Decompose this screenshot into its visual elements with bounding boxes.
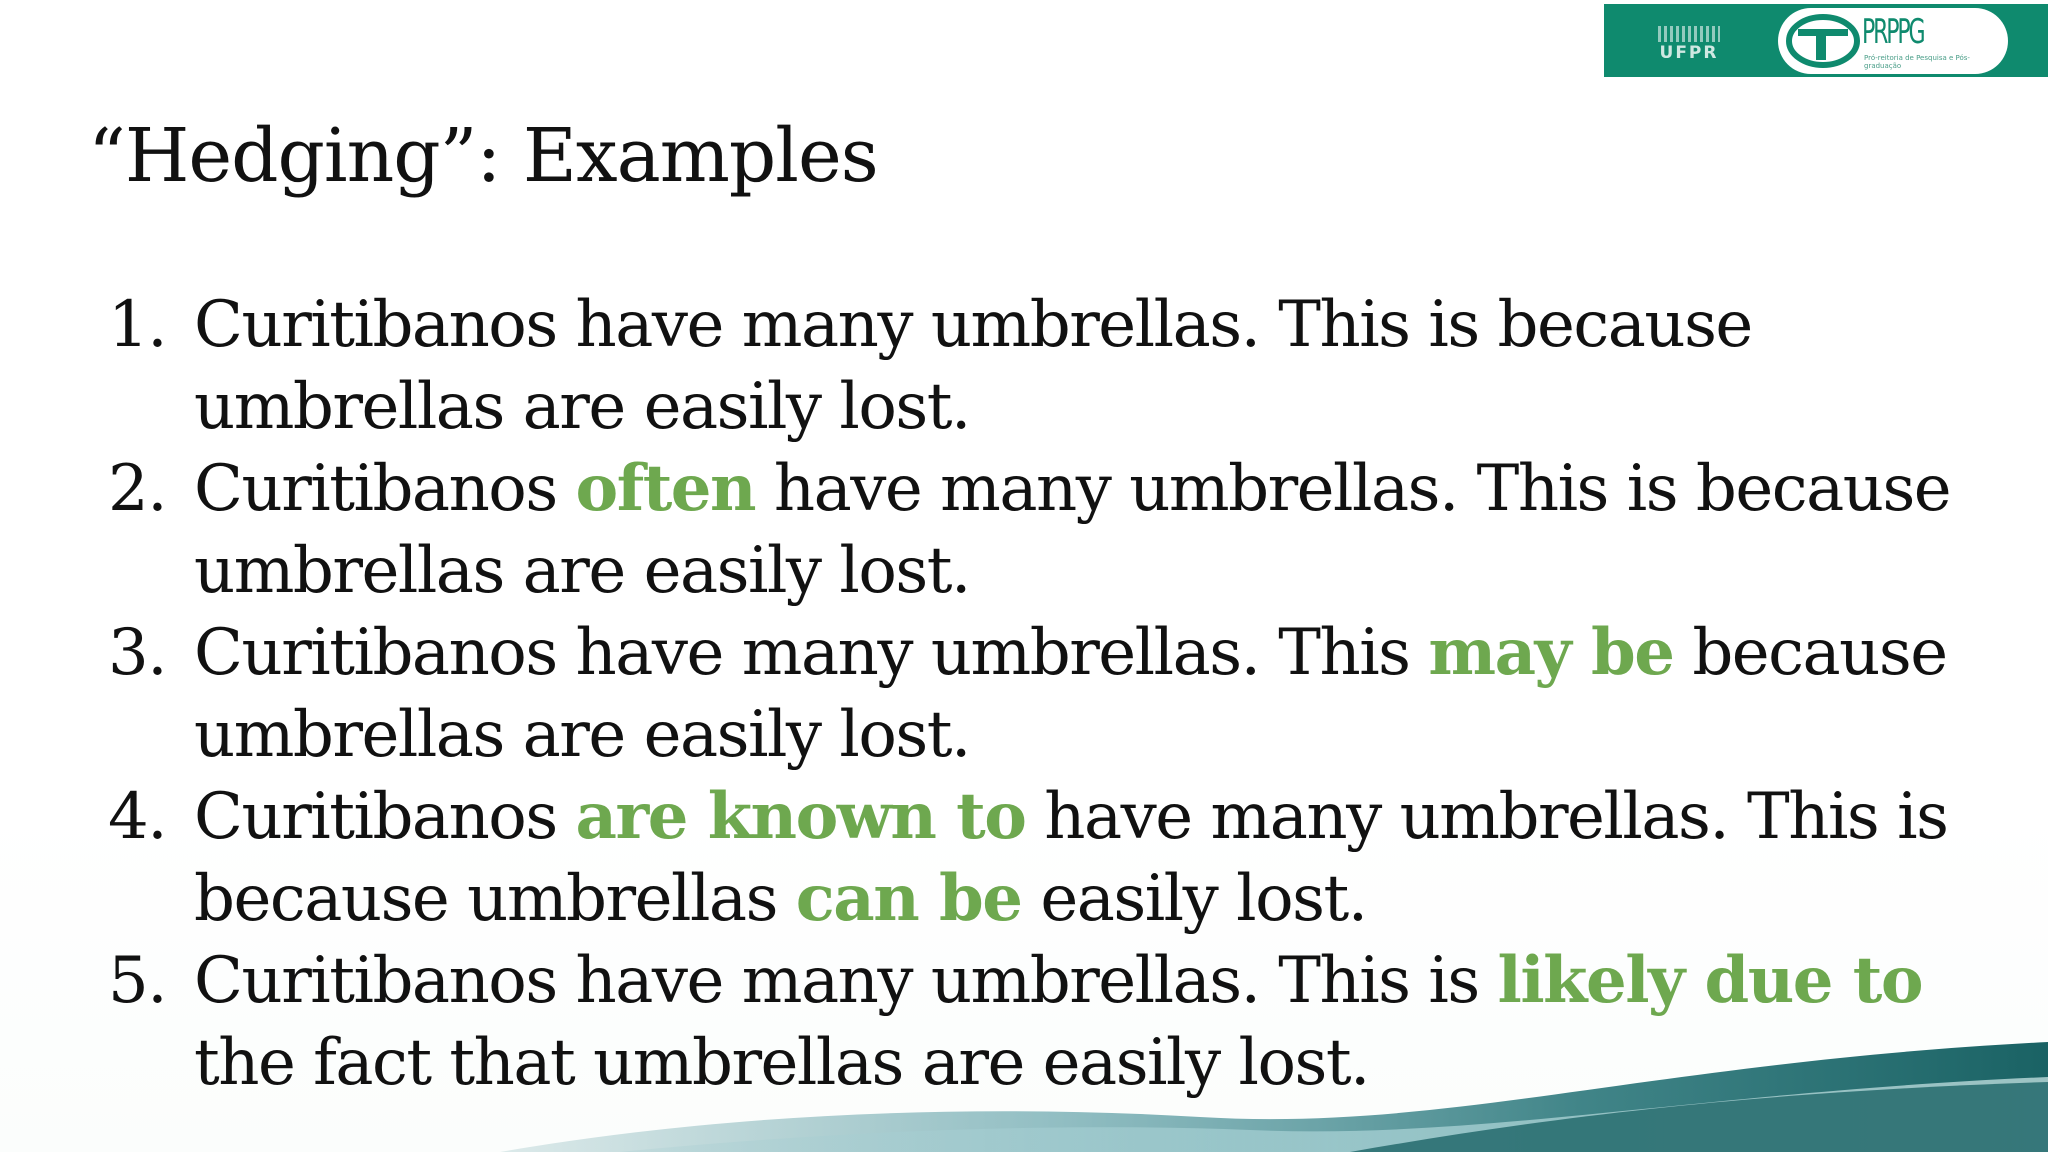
example-text: Curitibanos have many umbrellas. This is <box>194 944 1498 1018</box>
example-number: 3. <box>108 616 167 690</box>
slide-title: “Hedging”: Examples <box>88 113 878 199</box>
prppg-logo-text: PRPPG <box>1862 12 1924 52</box>
example-item-3 <box>108 612 1968 776</box>
prppg-logo <box>1778 8 2008 74</box>
example-text: Curitibanos <box>194 452 576 526</box>
prppg-subtitle: Pró-reitoria de Pesquisa e Pós-graduação <box>1864 54 1970 70</box>
example-text: Curitibanos <box>194 780 576 854</box>
example-item-2 <box>108 448 1968 612</box>
hedging-phrase: likely due to <box>1497 943 1922 1018</box>
prppg-emblem-icon <box>1786 13 1860 69</box>
decorative-wave <box>0 1022 2048 1152</box>
example-item-1 <box>108 284 1968 448</box>
example-item-4 <box>108 776 1968 940</box>
hedging-phrase: can be <box>795 861 1022 936</box>
example-number: 2. <box>108 452 167 526</box>
example-text: easily lost. <box>1021 862 1367 936</box>
ufpr-logo <box>1644 24 1734 64</box>
example-text: because umbrellas are easily lost. <box>194 616 1947 772</box>
example-number: 5. <box>108 944 167 1018</box>
hedging-phrase: are known to <box>575 779 1026 854</box>
example-text: have many umbrellas. This is because umbrellas <box>194 780 1948 936</box>
header-logo-bar <box>1604 4 2048 77</box>
example-number: 4. <box>108 780 167 854</box>
examples-list <box>108 284 1968 1104</box>
hedging-phrase: may be <box>1428 615 1674 690</box>
example-text: Curitibanos have many umbrellas. This <box>194 616 1429 690</box>
example-text: the fact that umbrellas are easily lost. <box>194 1026 1369 1100</box>
ufpr-logo-text: UFPR <box>1659 43 1719 63</box>
hedging-phrase: often <box>575 451 756 526</box>
example-text: have many umbrellas. This is because umbrellas are easily lost. <box>194 452 1951 608</box>
example-text: Curitibanos have many umbrellas. This is because umbrellas are easily lost. <box>194 288 1752 444</box>
ufpr-emblem-icon <box>1658 26 1720 42</box>
example-number: 1. <box>108 288 167 362</box>
